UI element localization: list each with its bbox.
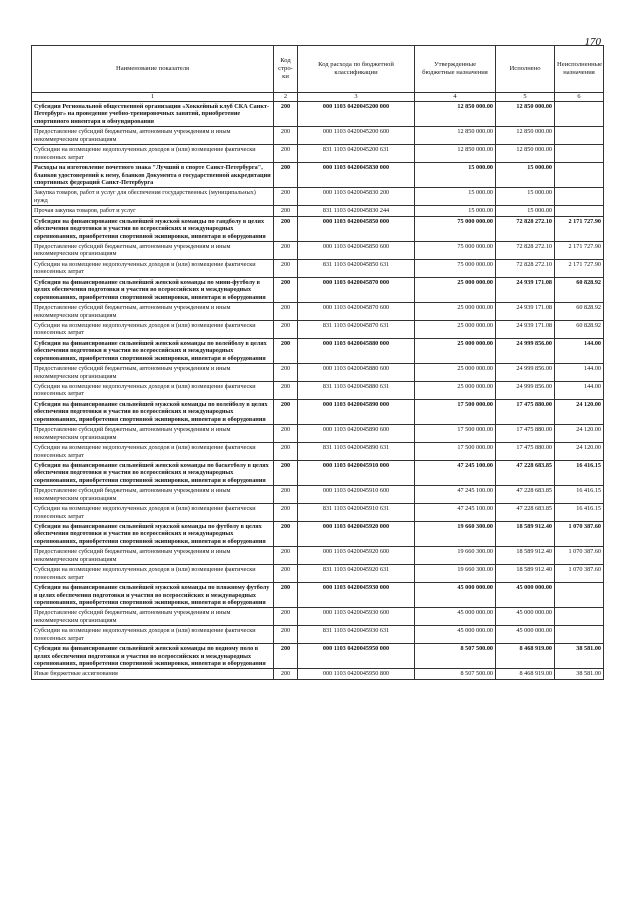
row-approved: 15 000.00 [415, 188, 496, 206]
row-remaining: 2 171 727.90 [555, 216, 604, 241]
row-remaining: 144.00 [555, 382, 604, 400]
row-executed: 72 828 272.10 [496, 259, 555, 277]
row-expense-code: 000 1103 0420045930 000 [298, 583, 415, 608]
table-row [32, 443, 604, 461]
row-remaining [555, 583, 604, 608]
row-approved: 75 000 000.00 [415, 259, 496, 277]
row-remaining [555, 163, 604, 188]
row-approved: 47 245 100.00 [415, 486, 496, 504]
row-name: Субсидии на возмещение недополученных доходов и (или) возмещение фактически понесенных затрат [32, 626, 274, 644]
row-approved: 8 507 500.00 [415, 644, 496, 669]
row-name: Субсидия на финансирование сильнейшей женской команды по водному поло в целях обеспечения подготовки и участия во всероссийских и международных соревнованиях, приобретения спортивной экипировки, инвентаря и оборудования [32, 644, 274, 669]
row-line-code: 200 [274, 443, 298, 461]
row-executed: 17 475 880.00 [496, 425, 555, 443]
row-line-code: 200 [274, 626, 298, 644]
row-remaining [555, 608, 604, 626]
row-executed: 24 939 171.08 [496, 277, 555, 302]
row-line-code: 200 [274, 259, 298, 277]
row-name: Субсидии на возмещение недополученных доходов и (или) возмещение фактически понесенных затрат [32, 565, 274, 583]
row-line-code: 200 [274, 242, 298, 260]
column-number: 4 [415, 93, 496, 102]
row-remaining: 16 416.15 [555, 460, 604, 485]
budget-table [31, 45, 604, 680]
row-expense-code: 831 1103 0420045200 631 [298, 145, 415, 163]
row-expense-code: 000 1103 0420045890 600 [298, 425, 415, 443]
row-approved: 12 850 000.00 [415, 145, 496, 163]
row-line-code: 200 [274, 188, 298, 206]
row-remaining: 1 070 387.60 [555, 522, 604, 547]
row-executed: 24 999 856.00 [496, 382, 555, 400]
row-remaining [555, 102, 604, 127]
row-remaining: 60 828.92 [555, 303, 604, 321]
column-number: 5 [496, 93, 555, 102]
table-row [32, 188, 604, 206]
row-remaining: 1 070 387.60 [555, 565, 604, 583]
row-line-code: 200 [274, 608, 298, 626]
row-line-code: 200 [274, 102, 298, 127]
row-line-code: 200 [274, 382, 298, 400]
row-executed: 45 000 000.00 [496, 583, 555, 608]
row-remaining: 144.00 [555, 364, 604, 382]
row-name: Субсидия на финансирование сильнейшей мужской команды по пляжному футболу в целях обеспечения подготовки и участия во всероссийских и международных соревнованиях, приобретения спортивной экипировки, инвентаря и оборудования [32, 583, 274, 608]
table-row [32, 608, 604, 626]
table-row [32, 460, 604, 485]
row-approved: 45 000 000.00 [415, 608, 496, 626]
row-approved: 45 000 000.00 [415, 583, 496, 608]
row-expense-code: 000 1103 0420045920 600 [298, 547, 415, 565]
row-expense-code: 000 1103 0420045830 000 [298, 163, 415, 188]
row-line-code: 200 [274, 669, 298, 679]
row-line-code: 200 [274, 216, 298, 241]
row-expense-code: 831 1103 0420045870 631 [298, 320, 415, 338]
header-approved: Утвержденные бюджетные назначения [415, 46, 496, 93]
row-approved: 25 000 000.00 [415, 382, 496, 400]
row-remaining: 24 120.00 [555, 399, 604, 424]
row-executed: 45 000 000.00 [496, 626, 555, 644]
row-executed: 8 468 919.00 [496, 644, 555, 669]
row-executed: 18 589 912.40 [496, 547, 555, 565]
row-executed: 24 939 171.08 [496, 320, 555, 338]
table-row [32, 522, 604, 547]
row-expense-code: 000 1103 0420045930 600 [298, 608, 415, 626]
row-line-code: 200 [274, 277, 298, 302]
row-approved: 45 000 000.00 [415, 626, 496, 644]
row-remaining: 60 828.92 [555, 320, 604, 338]
page-number: 170 [584, 36, 601, 48]
row-remaining: 60 828.92 [555, 277, 604, 302]
row-expense-code: 000 1103 0420045850 600 [298, 242, 415, 260]
row-remaining: 2 171 727.90 [555, 242, 604, 260]
row-approved: 12 850 000.00 [415, 127, 496, 145]
row-approved: 25 000 000.00 [415, 338, 496, 363]
row-approved: 25 000 000.00 [415, 277, 496, 302]
row-remaining: 16 416.15 [555, 504, 604, 522]
column-number: 6 [555, 93, 604, 102]
row-expense-code: 000 1103 0420045890 000 [298, 399, 415, 424]
table-row [32, 320, 604, 338]
row-executed: 15 000.00 [496, 206, 555, 216]
row-approved: 12 850 000.00 [415, 102, 496, 127]
row-executed: 24 999 856.00 [496, 364, 555, 382]
table-row [32, 102, 604, 127]
table-row [32, 206, 604, 216]
row-executed: 72 828 272.10 [496, 242, 555, 260]
row-line-code: 200 [274, 522, 298, 547]
table-row [32, 259, 604, 277]
table-row [32, 486, 604, 504]
header-name: Наименование показателя [32, 46, 274, 93]
row-name: Субсидии на возмещение недополученных доходов и (или) возмещение фактически понесенных затрат [32, 259, 274, 277]
row-line-code: 200 [274, 399, 298, 424]
table-row [32, 338, 604, 363]
row-approved: 17 500 000.00 [415, 443, 496, 461]
row-line-code: 200 [274, 338, 298, 363]
row-executed: 45 000 000.00 [496, 608, 555, 626]
table-row [32, 565, 604, 583]
table-row [32, 364, 604, 382]
row-executed: 15 000.00 [496, 188, 555, 206]
row-approved: 17 500 000.00 [415, 425, 496, 443]
table-row [32, 547, 604, 565]
row-line-code: 200 [274, 644, 298, 669]
row-executed: 24 939 171.08 [496, 303, 555, 321]
row-executed: 18 589 912.40 [496, 522, 555, 547]
table-row [32, 216, 604, 241]
header-expense-code: Код расхода по бюджетной классификации [298, 46, 415, 93]
row-line-code: 200 [274, 486, 298, 504]
table-body [32, 102, 604, 680]
row-name: Предоставление субсидий бюджетным, автономным учреждениям и иным некоммерческим организациям [32, 547, 274, 565]
row-remaining [555, 127, 604, 145]
row-executed: 12 850 000.00 [496, 145, 555, 163]
row-name: Предоставление субсидий бюджетным, автономным учреждениям и иным некоммерческим организациям [32, 425, 274, 443]
row-line-code: 200 [274, 145, 298, 163]
row-name: Субсидии на возмещение недополученных доходов и (или) возмещение фактически понесенных затрат [32, 504, 274, 522]
row-expense-code: 831 1103 0420045850 631 [298, 259, 415, 277]
row-line-code: 200 [274, 320, 298, 338]
table-row [32, 504, 604, 522]
row-executed: 12 850 000.00 [496, 102, 555, 127]
row-approved: 75 000 000.00 [415, 242, 496, 260]
row-line-code: 200 [274, 206, 298, 216]
row-name: Расходы на изготовление почетного знака "Лучший в спорте Санкт-Петербурга", бланков удостоверений к нему, бланков Документа о государственной аккредитации спортивных федераций Санкт-Петербурга [32, 163, 274, 188]
column-number-row [32, 93, 604, 102]
table-row [32, 669, 604, 679]
row-approved: 25 000 000.00 [415, 364, 496, 382]
row-line-code: 200 [274, 425, 298, 443]
row-line-code: 200 [274, 547, 298, 565]
row-approved: 25 000 000.00 [415, 320, 496, 338]
row-approved: 47 245 100.00 [415, 460, 496, 485]
row-expense-code: 000 1103 0420045870 600 [298, 303, 415, 321]
row-expense-code: 000 1103 0420045200 000 [298, 102, 415, 127]
row-name: Предоставление субсидий бюджетным, автономным учреждениям и иным некоммерческим организациям [32, 127, 274, 145]
row-expense-code: 000 1103 0420045850 000 [298, 216, 415, 241]
row-approved: 19 660 300.00 [415, 547, 496, 565]
table-row [32, 277, 604, 302]
row-remaining: 38 581.00 [555, 669, 604, 679]
row-name: Субсидии на возмещение недополученных доходов и (или) возмещение фактически понесенных затрат [32, 320, 274, 338]
header-executed: Исполнено [496, 46, 555, 93]
row-remaining [555, 188, 604, 206]
row-expense-code: 831 1103 0420045890 631 [298, 443, 415, 461]
row-line-code: 200 [274, 127, 298, 145]
row-name: Закупка товаров, работ и услуг для обеспечения государственных (муниципальных) нужд [32, 188, 274, 206]
row-line-code: 200 [274, 460, 298, 485]
row-name: Предоставление субсидий бюджетным, автономным учреждениям и иным некоммерческим организациям [32, 608, 274, 626]
row-name: Субсидия на финансирование сильнейшей мужской команды по гандболу в целях обеспечения подготовки и участия во всероссийских и международных соревнованиях, приобретения спортивной экипировки, инвентаря и оборудования [32, 216, 274, 241]
row-name: Субсидия Региональной общественной организации «Хоккейный клуб СКА Санкт-Петербург» на проведение учебно-тренировочных занятий, приобретение спортивного инвентаря и обмундирования [32, 102, 274, 127]
row-expense-code: 000 1103 0420045830 200 [298, 188, 415, 206]
row-remaining [555, 626, 604, 644]
row-approved: 15 000.00 [415, 206, 496, 216]
row-approved: 25 000 000.00 [415, 303, 496, 321]
row-executed: 72 828 272.10 [496, 216, 555, 241]
row-expense-code: 831 1103 0420045920 631 [298, 565, 415, 583]
row-expense-code: 000 1103 0420045910 600 [298, 486, 415, 504]
row-name: Предоставление субсидий бюджетным, автономным учреждениям и иным некоммерческим организациям [32, 364, 274, 382]
header-line-code: Код стро-ки [274, 46, 298, 93]
row-name: Субсидия на финансирование сильнейшей мужской команды по футболу в целях обеспечения подготовки и участия во всероссийских и международных соревнованиях, приобретения спортивной экипировки, инвентаря и оборудования [32, 522, 274, 547]
column-number: 1 [32, 93, 274, 102]
row-expense-code: 000 1103 0420045200 600 [298, 127, 415, 145]
row-approved: 19 660 300.00 [415, 522, 496, 547]
table-row [32, 399, 604, 424]
row-executed: 47 228 683.85 [496, 486, 555, 504]
row-line-code: 200 [274, 565, 298, 583]
row-approved: 8 507 500.00 [415, 669, 496, 679]
row-expense-code: 000 1103 0420045950 000 [298, 644, 415, 669]
row-remaining: 16 416.15 [555, 486, 604, 504]
row-executed: 47 228 683.85 [496, 460, 555, 485]
row-executed: 47 228 683.85 [496, 504, 555, 522]
row-expense-code: 000 1103 0420045870 000 [298, 277, 415, 302]
row-approved: 75 000 000.00 [415, 216, 496, 241]
row-name: Предоставление субсидий бюджетным, автономным учреждениям и иным некоммерческим организациям [32, 242, 274, 260]
row-name: Субсидии на возмещение недополученных доходов и (или) возмещение фактически понесенных затрат [32, 382, 274, 400]
row-expense-code: 000 1103 0420045910 000 [298, 460, 415, 485]
row-name: Субсидия на финансирование сильнейшей женской команды по мини-футболу в целях обеспечения подготовки и участия во всероссийских и международных соревнованиях, приобретения спортивной экипировки, инвентаря и оборудования [32, 277, 274, 302]
row-name: Субсидия на финансирование сильнейшей мужской команды по волейболу в целях обеспечения подготовки и участия во всероссийских и международных соревнованиях, приобретения спортивной экипировки, инвентаря и оборудования [32, 399, 274, 424]
row-executed: 24 999 856.00 [496, 338, 555, 363]
row-executed: 8 468 919.00 [496, 669, 555, 679]
row-line-code: 200 [274, 364, 298, 382]
row-line-code: 200 [274, 583, 298, 608]
table-row [32, 626, 604, 644]
row-executed: 17 475 880.00 [496, 399, 555, 424]
header-row [32, 46, 604, 93]
row-expense-code: 831 1103 0420045910 631 [298, 504, 415, 522]
row-expense-code: 831 1103 0420045880 631 [298, 382, 415, 400]
row-name: Субсидия на финансирование сильнейшей женской команды по волейболу в целях обеспечения подготовки и участия во всероссийских и международных соревнованиях, приобретения спортивной экипировки, инвентаря и оборудования [32, 338, 274, 363]
row-executed: 15 000.00 [496, 163, 555, 188]
row-name: Субсидия на финансирование сильнейшей женской команды по баскетболу в целях обеспечения подготовки и участия во всероссийских и международных соревнованиях, приобретения спортивной экипировки, инвентаря и оборудования [32, 460, 274, 485]
row-remaining: 24 120.00 [555, 425, 604, 443]
row-approved: 17 500 000.00 [415, 399, 496, 424]
row-approved: 15 000.00 [415, 163, 496, 188]
row-executed: 17 475 880.00 [496, 443, 555, 461]
row-remaining: 1 070 387.60 [555, 547, 604, 565]
row-expense-code: 000 1103 0420045920 000 [298, 522, 415, 547]
row-name: Предоставление субсидий бюджетным, автономным учреждениям и иным некоммерческим организациям [32, 486, 274, 504]
table-row [32, 242, 604, 260]
row-name: Предоставление субсидий бюджетным, автономным учреждениям и иным некоммерческим организациям [32, 303, 274, 321]
row-expense-code: 000 1103 0420045950 800 [298, 669, 415, 679]
table-row [32, 425, 604, 443]
table-row [32, 644, 604, 669]
row-executed: 12 850 000.00 [496, 127, 555, 145]
row-line-code: 200 [274, 504, 298, 522]
table-row [32, 145, 604, 163]
row-remaining [555, 206, 604, 216]
row-expense-code: 831 1103 0420045930 631 [298, 626, 415, 644]
row-name: Субсидии на возмещение недополученных доходов и (или) возмещение фактически понесенных затрат [32, 443, 274, 461]
table-row [32, 583, 604, 608]
row-name: Субсидии на возмещение недополученных доходов и (или) возмещение фактически понесенных затрат [32, 145, 274, 163]
row-remaining [555, 145, 604, 163]
column-number: 3 [298, 93, 415, 102]
row-remaining: 38 581.00 [555, 644, 604, 669]
row-line-code: 200 [274, 303, 298, 321]
table-row [32, 382, 604, 400]
table-row [32, 163, 604, 188]
row-line-code: 200 [274, 163, 298, 188]
row-expense-code: 000 1103 0420045880 600 [298, 364, 415, 382]
row-name: Иные бюджетные ассигнования [32, 669, 274, 679]
row-remaining: 2 171 727.90 [555, 259, 604, 277]
row-executed: 18 589 912.40 [496, 565, 555, 583]
row-remaining: 24 120.00 [555, 443, 604, 461]
row-name: Прочая закупка товаров, работ и услуг [32, 206, 274, 216]
row-remaining: 144.00 [555, 338, 604, 363]
table-row [32, 127, 604, 145]
column-number: 2 [274, 93, 298, 102]
header-remaining: Неисполненные назначения [555, 46, 604, 93]
table-row [32, 303, 604, 321]
row-expense-code: 000 1103 0420045880 000 [298, 338, 415, 363]
row-approved: 47 245 100.00 [415, 504, 496, 522]
row-approved: 19 660 300.00 [415, 565, 496, 583]
row-expense-code: 831 1103 0420045830 244 [298, 206, 415, 216]
